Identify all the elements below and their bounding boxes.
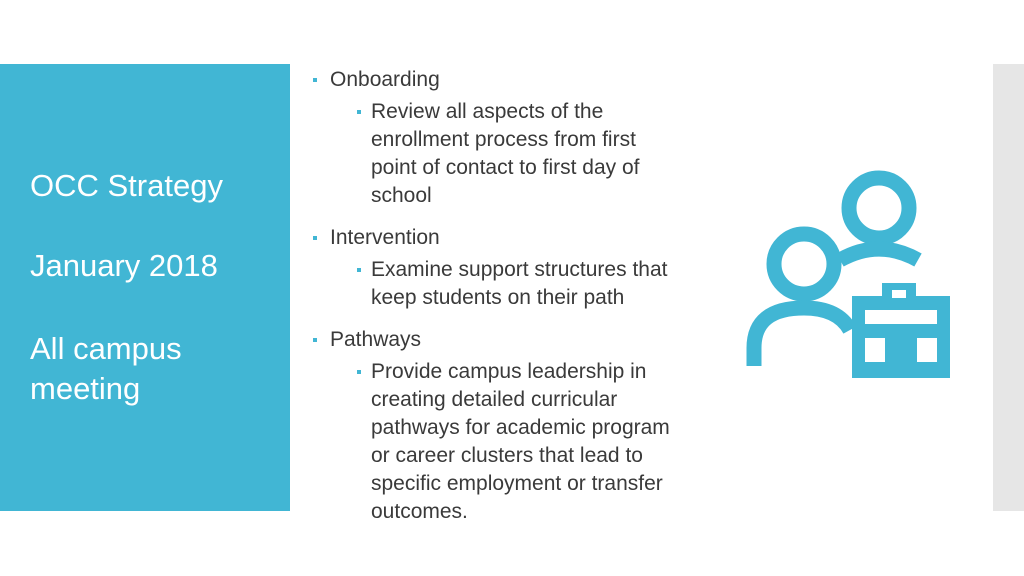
bullet-heading: Intervention: [330, 226, 440, 249]
bullet-list: [308, 66, 728, 540]
sub-line: Examine support structures that: [371, 258, 668, 281]
bullet-dot: [313, 236, 317, 240]
sub-bullet-item: [308, 98, 728, 210]
bullet-item: [308, 66, 728, 94]
bullet-item: [308, 224, 728, 252]
sub-bullet-item: [308, 256, 728, 312]
sub-line: enrollment process from first: [371, 128, 636, 151]
bullet-group-intervention: [308, 224, 728, 312]
sub-line: pathways for academic program: [371, 416, 670, 439]
sub-line: creating detailed curricular: [371, 388, 618, 411]
side-strip: [993, 64, 1024, 511]
sub-bullet-item: [308, 358, 728, 526]
sub-line: point of contact to first day of: [371, 156, 640, 179]
bullet-dot: [357, 370, 361, 374]
sub-line: Provide campus leadership in: [371, 360, 647, 383]
slide-date: January 2018: [30, 248, 218, 283]
bullet-group-onboarding: [308, 66, 728, 210]
bullet-item: [308, 326, 728, 354]
slide-title: OCC Strategy: [30, 168, 223, 203]
sub-line: school: [371, 184, 432, 207]
sub-line: specific employment or transfer: [371, 472, 663, 495]
bullet-dot: [357, 110, 361, 114]
users-briefcase-icon: [742, 168, 960, 378]
back-person-shoulders: [840, 249, 918, 260]
front-person-body: [754, 308, 850, 366]
sub-line: Review all aspects of the: [371, 100, 604, 123]
bullet-heading: Onboarding: [330, 68, 440, 91]
back-person-head: [849, 178, 909, 238]
bullet-dot: [313, 338, 317, 342]
bullet-dot: [357, 268, 361, 272]
sub-line: keep students on their path: [371, 286, 625, 309]
slide-subtitle-line1: All campus: [30, 331, 182, 366]
title-panel: [0, 64, 290, 511]
sub-line: or career clusters that lead to: [371, 444, 643, 467]
users-briefcase-svg: [742, 168, 960, 378]
bullet-heading: Pathways: [330, 328, 422, 351]
bullet-group-pathways: [308, 326, 728, 526]
front-person-head: [774, 234, 834, 294]
bullet-dot: [313, 78, 317, 82]
sub-line: outcomes.: [371, 500, 468, 523]
slide-subtitle-line2: meeting: [30, 371, 141, 406]
